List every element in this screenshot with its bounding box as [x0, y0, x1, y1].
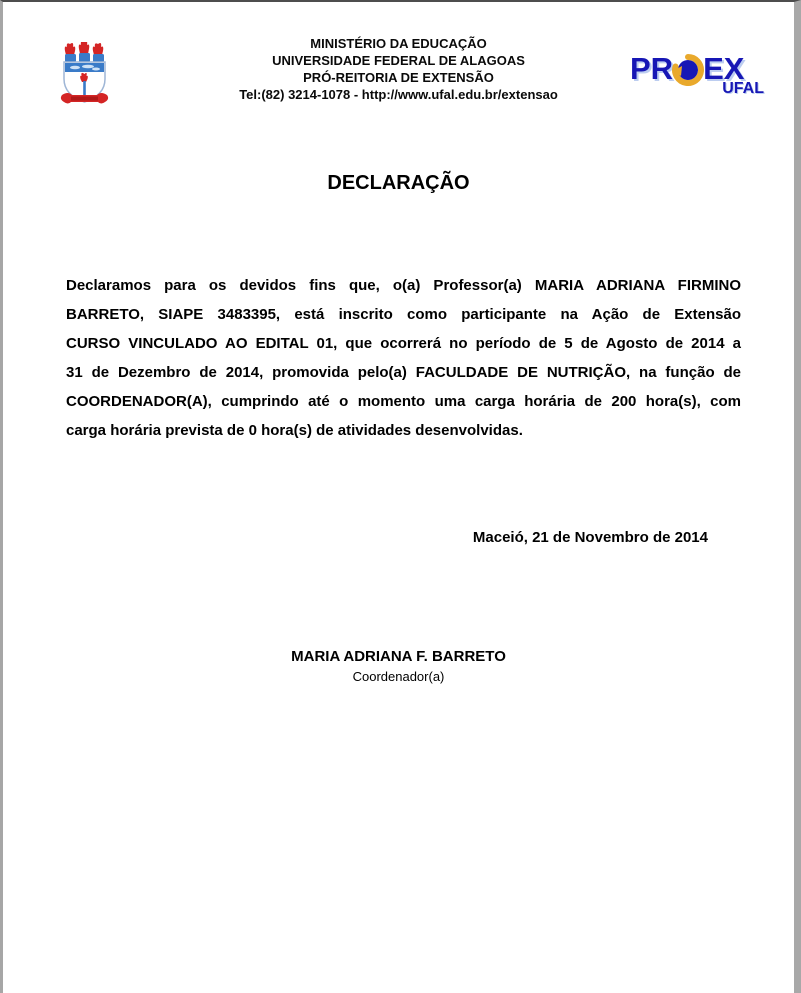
university-line: UNIVERSIDADE FEDERAL DE ALAGOAS [272, 53, 525, 68]
declaration-paragraph [66, 271, 741, 445]
contact-line: Tel:(82) 3214-1078 - http://www.ufal.edu.br/extensao [239, 87, 558, 102]
document-title: DECLARAÇÃO [327, 172, 470, 194]
prorectory-line: PRÓ-REITORIA DE EXTENSÃO [303, 70, 494, 85]
paragraph-line: 31 de Dezembro de 2014, promovida pelo(a) FACULDADE DE NUTRIÇÃO, na função de [66, 364, 741, 381]
paragraph-line: Declaramos para os devidos fins que, o(a) Professor(a) MARIA ADRIANA FIRMINO [66, 277, 741, 294]
proex-ufal-sub-label: UFAL [722, 80, 764, 97]
ministry-line: MINISTÉRIO DA EDUCAÇÃO [310, 36, 487, 51]
paragraph-line: carga horária prevista de 0 hora(s) de atividades desenvolvidas. [66, 422, 523, 439]
proex-ufal-logo [630, 52, 770, 104]
proex-letters-pr: PR [630, 51, 674, 86]
paragraph-line: BARRETO, SIAPE 3483395, está inscrito como participante na Ação de Extensão [66, 306, 741, 323]
signatory-role: Coordenador(a) [352, 669, 445, 684]
place-date-line: Maceió, 21 de Novembro de 2014 [472, 529, 708, 546]
signature-block [3, 646, 794, 686]
paragraph-line: CURSO VINCULADO AO EDITAL 01, que ocorrerá no período de 5 de Agosto de 2014 a [66, 335, 741, 352]
proex-letters-ex: EX [703, 51, 745, 86]
proex-circular-arrow-icon [671, 53, 705, 87]
paragraph-line: COORDENADOR(A), cumprindo até o momento uma carga horária de 200 hora(s), com [66, 393, 741, 410]
signatory-name: MARIA ADRIANA F. BARRETO [291, 648, 506, 665]
